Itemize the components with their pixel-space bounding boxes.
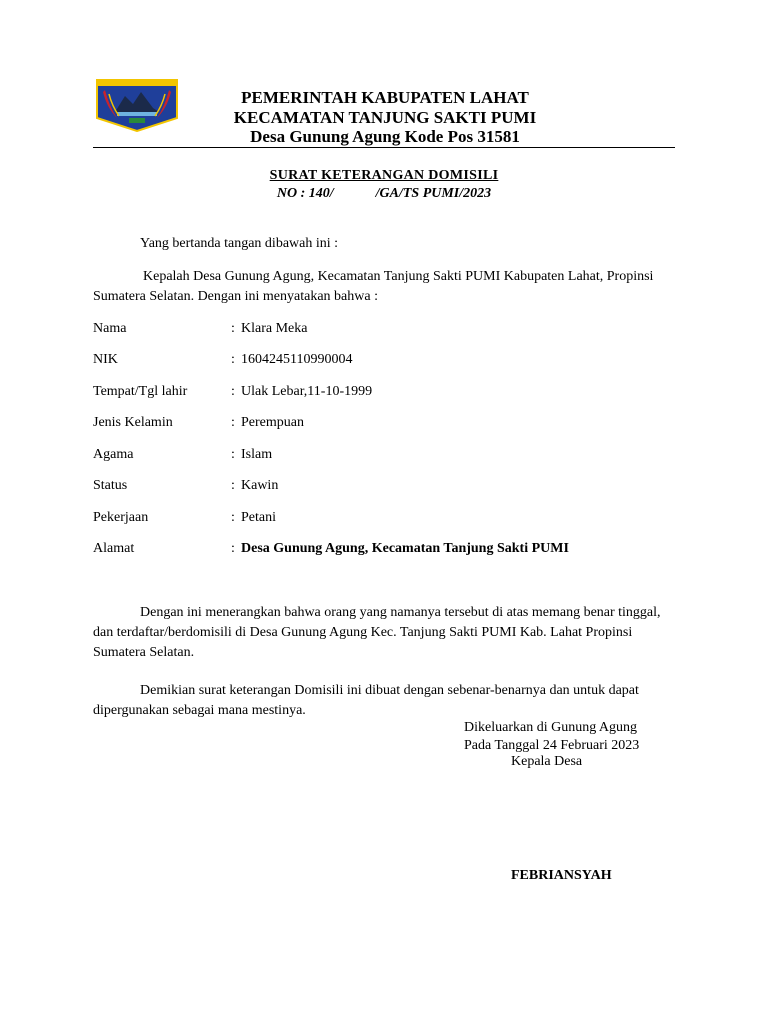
- field-colon: :: [231, 415, 235, 430]
- field-value: Desa Gunung Agung, Kecamatan Tanjung Sakti PUMI: [241, 541, 569, 556]
- field-colon: :: [231, 352, 235, 367]
- field-value: Kawin: [241, 478, 279, 493]
- declarant-paragraph: [93, 267, 668, 307]
- field-colon: :: [231, 321, 235, 336]
- field-value: Petani: [241, 510, 276, 525]
- letter-number-prefix: NO : 140/: [276, 186, 334, 201]
- field-value: 1604245110990004: [241, 352, 353, 367]
- field-colon: :: [231, 384, 235, 399]
- field-label: Nama: [93, 321, 127, 336]
- closing-text: Demikian surat keterangan Domisili ini dibuat dengan sebenar-benarnya dan untuk dapat dipergunakan sebagai mana mestinya.: [93, 683, 639, 718]
- field-colon: :: [231, 447, 235, 462]
- signer-position: Kepala Desa: [511, 754, 583, 769]
- field-label: Jenis Kelamin: [93, 415, 173, 430]
- field-colon: :: [231, 510, 235, 525]
- issued-date: Pada Tanggal 24 Februari 2023: [464, 738, 640, 753]
- field-label: NIK: [93, 352, 118, 367]
- intro-paragraph: [93, 234, 668, 254]
- closing-paragraph: [93, 681, 668, 721]
- field-value: Ulak Lebar,11-10-1999: [241, 384, 373, 399]
- intro-text: Yang bertanda tangan dibawah ini :: [140, 236, 339, 251]
- signer-name: FEBRIANSYAH: [511, 868, 612, 883]
- statement-paragraph: [93, 603, 668, 663]
- header-divider: [93, 147, 675, 148]
- field-value: Islam: [241, 447, 273, 462]
- field-value: Klara Meka: [241, 321, 308, 336]
- letterhead-village: Desa Gunung Agung Kode Pos 31581: [250, 127, 520, 146]
- field-label: Agama: [93, 447, 134, 462]
- issued-place: Dikeluarkan di Gunung Agung: [464, 720, 638, 735]
- statement-text: Dengan ini menerangkan bahwa orang yang namanya tersebut di atas memang benar tinggal, dan terdaftar/berdomisili di Desa Gunung Agung Kec. Tanjung Sakti PUMI Kab. Lahat Propinsi Sumatera Selatan.: [93, 605, 661, 660]
- letter-number: [93, 186, 675, 202]
- field-label: Alamat: [93, 541, 135, 556]
- letterhead-government: PEMERINTAH KABUPATEN LAHAT: [241, 88, 529, 107]
- field-label: Tempat/Tgl lahir: [93, 384, 188, 399]
- field-value: Perempuan: [241, 415, 304, 430]
- field-colon: :: [231, 478, 235, 493]
- letter-title: SURAT KETERANGAN DOMISILI: [269, 168, 499, 183]
- letter-number-suffix: /GA/TS PUMI/2023: [375, 186, 492, 201]
- letterhead-district: KECAMATAN TANJUNG SAKTI PUMI: [233, 108, 537, 127]
- field-label: Status: [93, 478, 128, 493]
- field-label: Pekerjaan: [93, 510, 149, 525]
- declarant-text: Kepalah Desa Gunung Agung, Kecamatan Tanjung Sakti PUMI Kabupaten Lahat, Propinsi Sumatera Selatan. Dengan ini menyatakan bahwa :: [93, 269, 654, 304]
- field-colon: :: [231, 541, 235, 556]
